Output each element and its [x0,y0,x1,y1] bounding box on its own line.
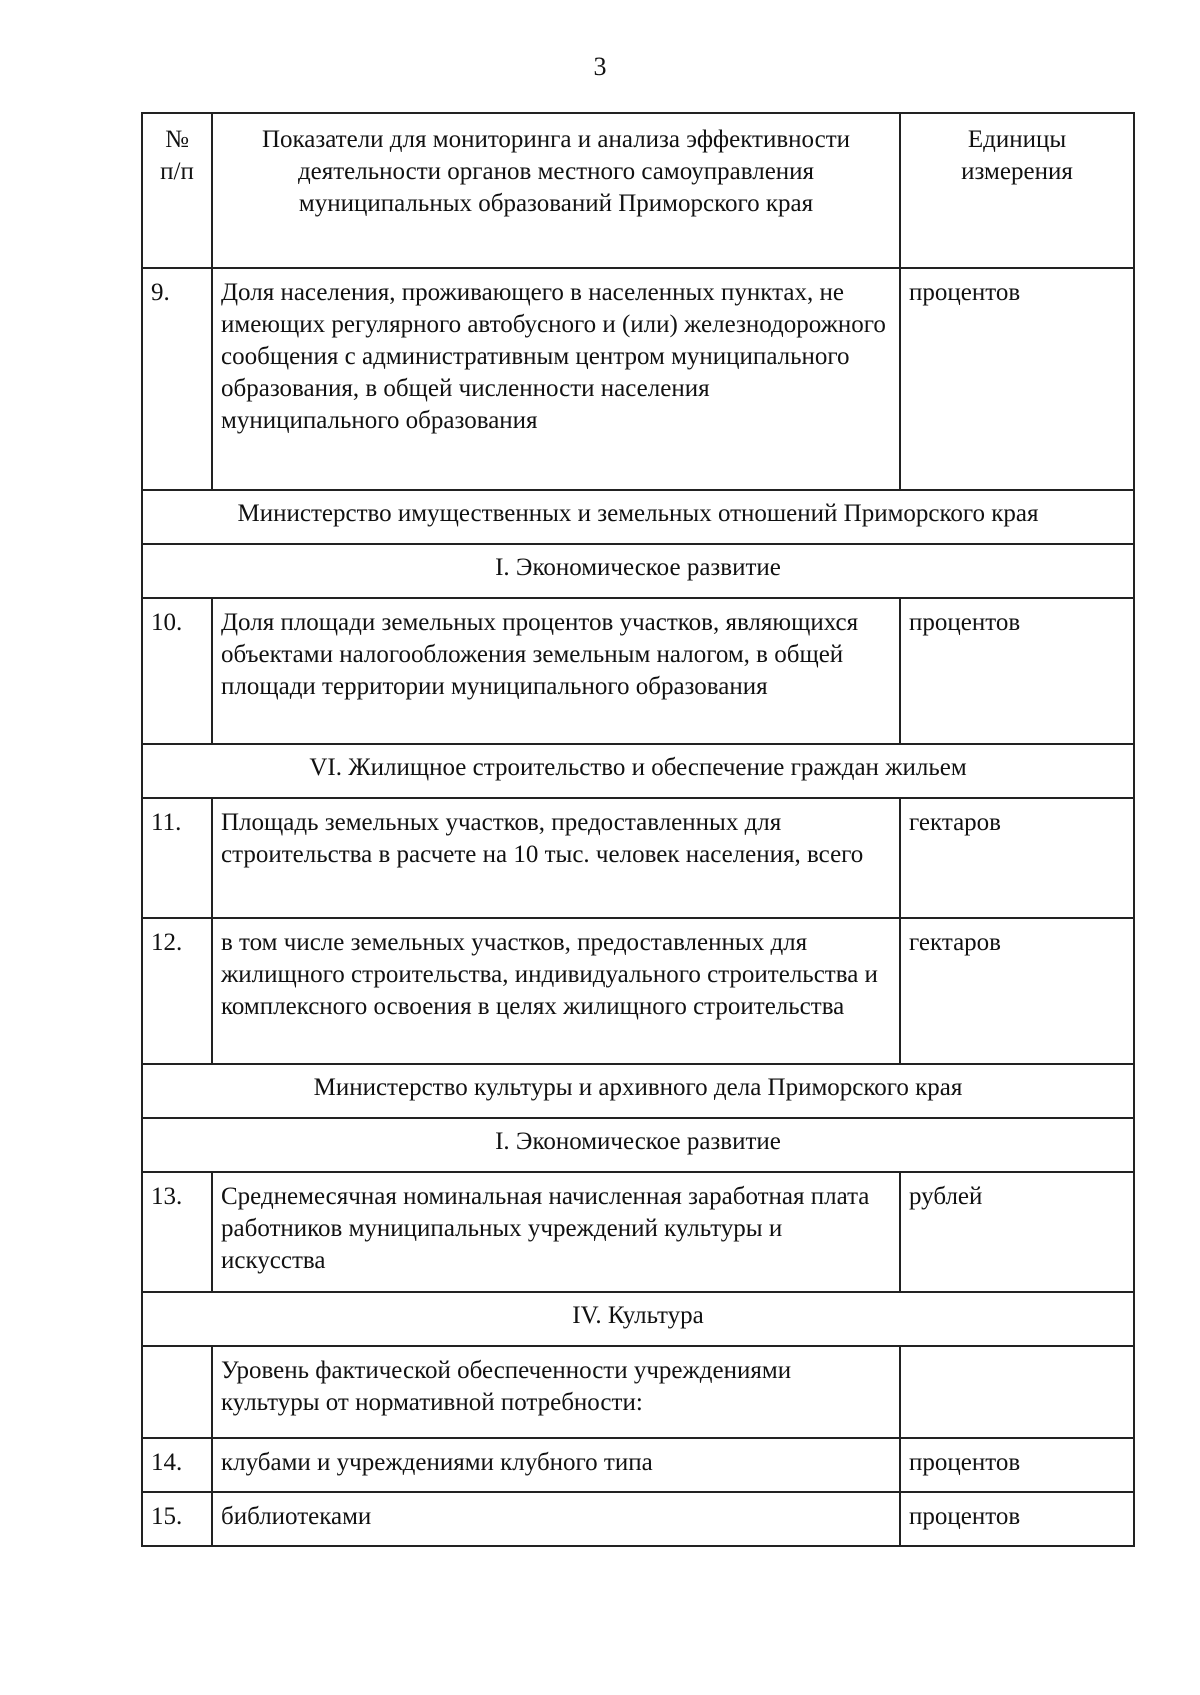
page-number: 3 [593,52,607,81]
row-number-cell: 9. [142,268,212,490]
unit-cell: рублей [900,1172,1134,1292]
row-number-cell: 15. [142,1492,212,1546]
table-header-row [142,113,1134,268]
section-row [142,1292,1134,1346]
header-indicator-label: Показатели для мониторинга и анализа эффективности деятельности органов местного самоуправления муниципальных образований Приморского края [261,126,851,217]
row-number-cell: 12. [142,918,212,1064]
section-row [142,544,1134,598]
table-row [142,1346,1134,1438]
indicators-table [141,112,1135,1547]
indicator-text-cell: клубами и учреждениями клубного типа [212,1438,900,1492]
indicator-text-cell: Доля площади земельных процентов участков, являющихся объектами налогообложения земельным налогом, в общей площади территории муниципального образования [212,598,900,744]
indicator-text-cell: Доля населения, проживающего в населенных пунктах, не имеющих регулярного автобусного и (или) железнодорожного сообщения с административным центром муниципального образования, в общей численности населения муниципального образования [212,268,900,490]
table-row [142,1438,1134,1492]
section-row [142,490,1134,544]
section-row [142,744,1134,798]
table-row [142,1492,1134,1546]
section-heading: IV. Культура [142,1292,1134,1346]
section-heading: Министерство имущественных и земельных отношений Приморского края [142,490,1134,544]
section-heading: I. Экономическое развитие [142,1118,1134,1172]
header-unit-label: Единицы измерения [961,126,1073,185]
table-row [142,268,1134,490]
indicator-text-cell: в том числе земельных участков, предоставленных для жилищного строительства, индивидуального строительства и комплексного освоения в целях жилищного строительства [212,918,900,1064]
header-number-cell [142,113,212,268]
row-number-cell: 14. [142,1438,212,1492]
row-number-cell: 13. [142,1172,212,1292]
section-heading: Министерство культуры и архивного дела Приморского края [142,1064,1134,1118]
unit-cell: процентов [900,598,1134,744]
section-heading: I. Экономическое развитие [142,544,1134,598]
unit-cell: процентов [900,268,1134,490]
header-unit-cell [900,113,1134,268]
unit-cell: гектаров [900,798,1134,918]
section-row [142,1064,1134,1118]
table-row [142,598,1134,744]
section-heading: VI. Жилищное строительство и обеспечение граждан жильем [142,744,1134,798]
indicator-text-cell: Площадь земельных участков, предоставленных для строительства в расчете на 10 тыс. человек населения, всего [212,798,900,918]
table-row [142,1172,1134,1292]
table-row [142,918,1134,1064]
header-number-label: № п/п [160,126,194,185]
row-number-cell: 11. [142,798,212,918]
unit-cell: гектаров [900,918,1134,1064]
indicator-text-cell: Среднемесячная номинальная начисленная заработная плата работников муниципальных учреждений культуры и искусства [212,1172,900,1292]
indicator-text-cell: библиотеками [212,1492,900,1546]
section-row [142,1118,1134,1172]
row-number-cell: 10. [142,598,212,744]
row-number-cell [142,1346,212,1438]
table-row [142,798,1134,918]
unit-cell: процентов [900,1492,1134,1546]
unit-cell: процентов [900,1438,1134,1492]
indicator-text-cell: Уровень фактической обеспеченности учреждениями культуры от нормативной потребности: [212,1346,900,1438]
unit-cell [900,1346,1134,1438]
header-indicator-cell [212,113,900,268]
